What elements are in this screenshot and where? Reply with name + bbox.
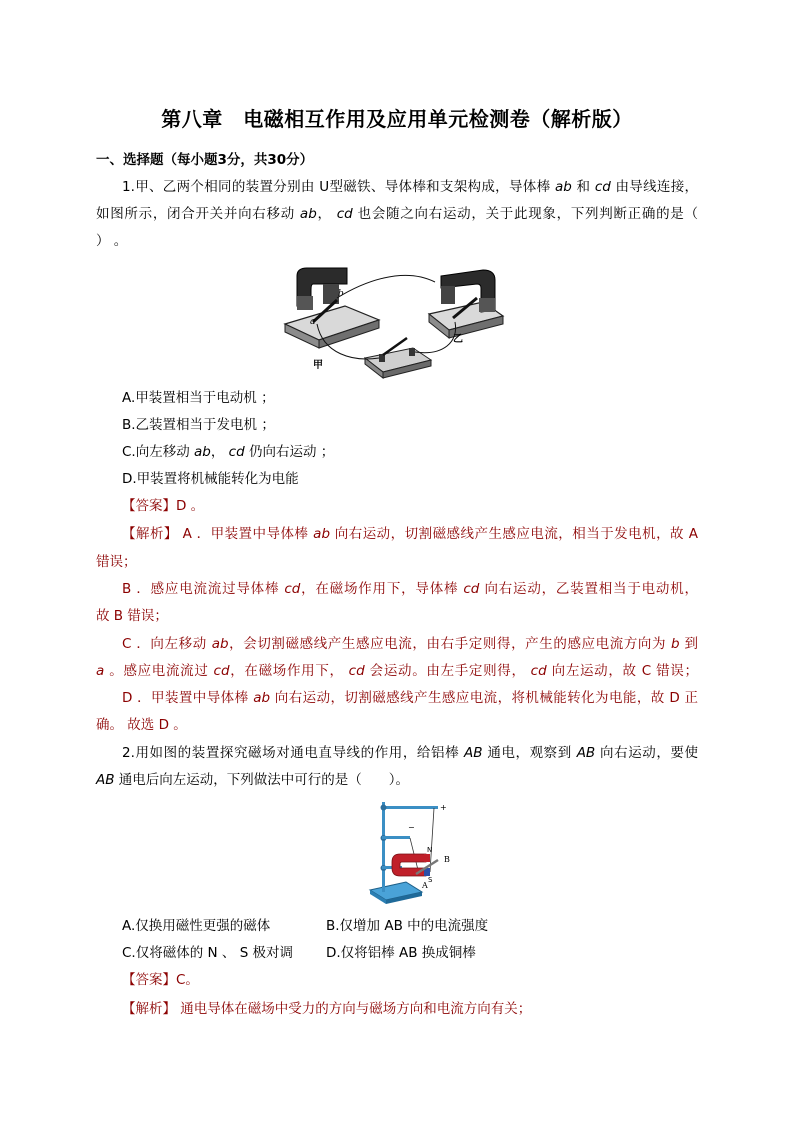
label-yi: 乙 xyxy=(453,334,463,345)
q1-analysis-line7: D ．甲装置中导体棒 ab 向右运动，切割磁感线产生感应电流，将机械能转化为电能，故 D 正 xyxy=(122,690,698,706)
q1-analysis-line3: B ．感应电流流过导体棒 cd，在磁场作用下，导体棒 cd 向右运动，乙装置相当于电动机， xyxy=(122,581,699,597)
q1-stem-line3: ） 。 xyxy=(96,233,128,249)
section-heading: 一、选择题（每小题3分，共30分） xyxy=(96,152,314,168)
label-plus: + xyxy=(440,803,447,812)
label-a: a xyxy=(310,317,316,327)
switch-icon xyxy=(365,338,431,378)
q2-figure-apparatus xyxy=(366,798,458,908)
label-S: S xyxy=(428,876,433,884)
q1-analysis-line6: a 。感应电流流过 cd，在磁场作用下， cd 会运动。由左手定则得， cd 向左运动，故 C 错误； xyxy=(96,663,698,679)
stand-pole xyxy=(382,802,385,892)
q2-option-a: A.仅换用磁性更强的磁体 xyxy=(122,918,271,934)
q1-analysis-line2: 错误； xyxy=(96,554,137,570)
q1-stem-line1: 1.甲、乙两个相同的装置分别由 U型磁铁、导体棒和支架构成，导体棒 ab 和 cd 由导线连接， xyxy=(122,179,698,195)
q2-answer: 【答案】C。 xyxy=(122,972,199,988)
page-title: 第八章 电磁相互作用及应用单元检测卷（解析版） xyxy=(161,107,633,131)
q1-option-a: A.甲装置相当于电动机 ； xyxy=(122,390,275,406)
q1-stem-line2: 如图所示，闭合开关并向右移动 ab， cd 也会随之向右运动，关于此现象，下列判断正确的是（ xyxy=(96,206,698,222)
label-b: b xyxy=(338,289,344,299)
q1-analysis-line4: 故 B 错误； xyxy=(96,608,168,624)
label-N: N xyxy=(427,846,433,854)
label-B: B xyxy=(444,855,450,864)
label-jia: 甲 xyxy=(313,360,323,371)
q1-option-d: D.甲装置将机械能转化为电能 xyxy=(122,471,299,487)
q1-analysis-line5: C ．向左移动 ab，会切割磁感线产生感应电流，由右手定则得，产生的感应电流方向为 b 到 xyxy=(122,636,698,652)
q2-option-c: C.仅将磁体的 N 、 S 极对调 xyxy=(122,945,294,961)
horseshoe-magnet-icon xyxy=(392,854,430,876)
stand-base xyxy=(370,882,422,904)
suspension-wires xyxy=(410,808,434,872)
q2-option-d: D.仅将铝棒 AB 换成铜棒 xyxy=(326,945,476,961)
q2-analysis-line1: 【解析】 通电导体在磁场中受力的方向与磁场方向和电流方向有关； xyxy=(122,1001,532,1017)
q2-option-b: B.仅增加 AB 中的电流强度 xyxy=(326,918,489,934)
q1-analysis-line1: 【解析】 A ．甲装置中导体棒 ab 向右运动，切割磁感线产生感应电流，相当于发电机，故 A xyxy=(122,526,699,542)
q1-analysis-line8: 确。 故选 D 。 xyxy=(96,717,187,733)
q1-option-c: C.向左移动 ab， cd 仍向右运动 ； xyxy=(122,444,335,460)
left-base xyxy=(285,306,379,348)
q1-answer: 【答案】D 。 xyxy=(122,498,205,514)
q2-stem-line2: AB 通电后向左运动，下列做法中可行的是（ ）。 xyxy=(96,772,410,788)
q1-option-b: B.乙装置相当于发电机 ； xyxy=(122,417,275,433)
label-A: A xyxy=(422,881,428,890)
q1-figure-apparatus xyxy=(283,262,505,380)
label-minus: − xyxy=(408,823,415,832)
stand-arm xyxy=(382,806,438,809)
q2-stem-line1: 2.用如图的装置探究磁场对通电直导线的作用，给铝棒 AB 通电，观察到 AB 向右运动，要使 xyxy=(122,745,698,761)
